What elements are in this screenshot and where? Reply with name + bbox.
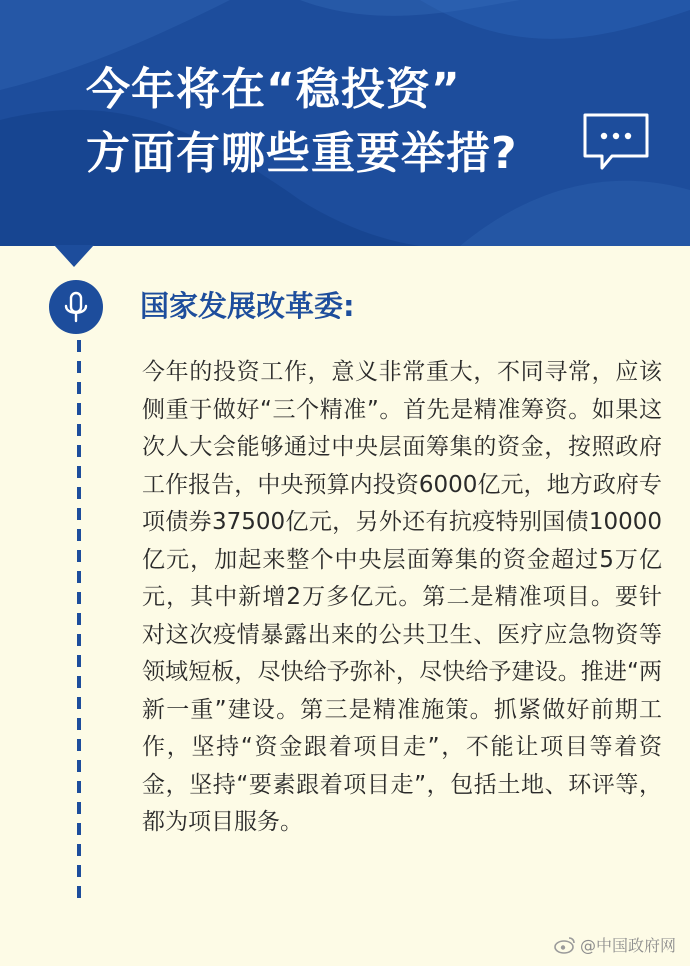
watermark-text: @中国政府网 bbox=[579, 936, 676, 955]
header-pointer-notch bbox=[54, 245, 94, 269]
dashed-timeline bbox=[76, 340, 82, 900]
title-line-2: 方面有哪些重要举措? bbox=[86, 128, 518, 179]
weibo-logo-icon bbox=[554, 936, 576, 954]
microphone-icon bbox=[48, 279, 104, 335]
page-title bbox=[86, 58, 518, 186]
header-banner bbox=[0, 0, 690, 246]
chat-bubble-icon bbox=[582, 112, 650, 172]
speaker-label: 国家发展改革委: bbox=[140, 289, 355, 323]
answer-paragraph: 今年的投资工作，意义非常重大，不同寻常，应该侧重于做好“三个精准”。首先是精准筹资。如果这次人大会能够通过中央层面筹集的资金，按照政府工作报告，中央预算内投资6000亿元，地方政府专项债券37500亿元，另外还有抗疫特别国债10000亿元，加起来整个中央层面筹集的资金超过5万亿元，其中新增2万多亿元。第二是精准项目。要针对这次疫情暴露出来的公共卫生、医疗应急物资等领域短板，尽快给予弥补，尽快给予建设。推进“两新一重”建设。第三是精准施策。抓紧做好前期工作，坚持“资金跟着项目走”，不能让项目等着资金，坚持“要素跟着项目走”，包括土地、环评等，都为项目服务。 bbox=[142, 359, 662, 835]
title-line-1: 今年将在“稳投资” bbox=[86, 64, 461, 115]
watermark bbox=[554, 933, 676, 956]
